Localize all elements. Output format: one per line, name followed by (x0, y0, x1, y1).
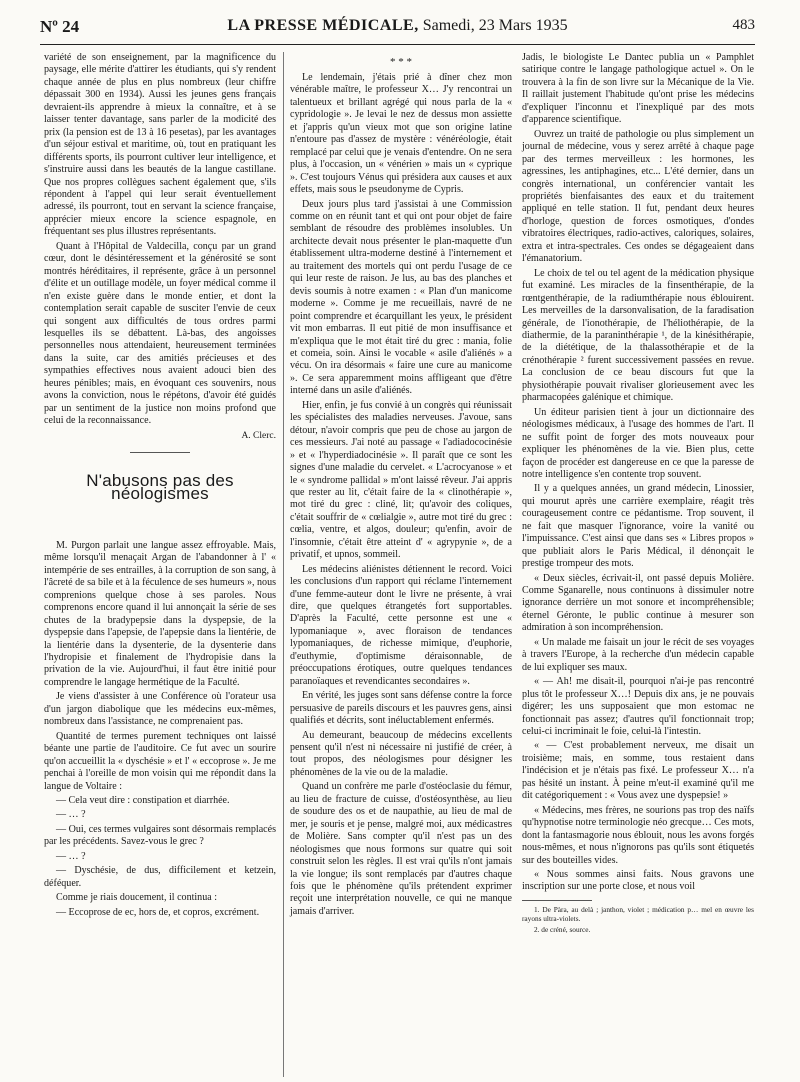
journal-name: LA PRESSE MÉDICALE, (227, 17, 419, 34)
paragraph: Au demeurant, beaucoup de médecins excellents pensent qu'il n'est ni nécessaire ni justifié de créer, à tout propos, des néologismes pour désigner les phénomènes de la vie ou de la maladie. (290, 729, 512, 778)
paragraph: Jadis, le biologiste Le Dantec publia un « Pamphlet satirique contre le langage pathologique actuel ». On le trouvera à la fin de son livre sur la Mécanique de la Vie. Il raillait justement l'habitude qu'ont prise les médecins d'expliquer l'inconnu et l'inexpliqué par des mots d'apparence scientifique. (522, 52, 754, 126)
paragraph: Un éditeur parisien tient à jour un dictionnaire des néologismes médicaux, à l'usage des hommes de l'art. Il ne suffit point de forger des mots nouveaux pour expliquer les phénomènes de la vie. Bien plus, cette façon de procéder est dangereuse en ce que la paresse de notre intelligence s'en contente trop souvent. (522, 406, 754, 480)
section-stars: * * * (390, 56, 412, 68)
paragraph: Les médecins aliénistes détiennent le record. Voici les conclusions d'un rapport qui réclame l'internement d'une femme-auteur dont le livre ne présente, à vrai dire, que quelques étrangetés fort supportables. D'après la Faculté, cette personne est une « lypomaniaque », avec floraison de tendances lypomaniaques, de richesse mimique, d'euphorie, d'euthymie, d'optimisme déraisonnable, de préoccupations érotiques, outre quelques tendances paranoïaques et revendicantes secondaires ». (290, 563, 512, 687)
paragraph: Je viens d'assister à une Conférence où l'orateur usa d'un jargon diabolique que les médecins eux-mêmes, nombreux dans l'assistance, ne comprenaient pas. (44, 691, 276, 728)
issue-number: Nº 24 (40, 17, 80, 36)
dialogue-line: — … ? (56, 850, 86, 862)
paragraph: Quantité de termes purement techniques ont laissé béante une partie de l'auditoire. Ce fut avec un sourire qu'on accueillit la « dyschésie » et l' « eccoprose ». Je me penchai à l'oreille de mon voisin qui me répondit dans la langue de Voltaire : (44, 730, 276, 792)
dialogue-line: — Cela veut dire : constipation et diarrhée. (56, 795, 230, 807)
paragraph: Comme je riais doucement, il continua : (56, 892, 217, 904)
footnote: 2. de créné, source. (534, 924, 591, 934)
paragraph: « Nous sommes ainsi faits. Nous gravons une inscription sur une porte close, et nous voil (522, 869, 754, 893)
footnote-rule (522, 900, 592, 901)
footnote: 1. De Pàra, au delà ; janthon, violet ; médication p… mel en œuvre les rayons ultra-violets. (522, 904, 754, 923)
paragraph: variété de son enseignement, par la magnificence du paysage, elle mérite d'attirer les étudiants, qui s'y rendent chaque année de plus en plus nombreux (leur chiffre dépassait 300 en 1934). Aussi les jeunes gens français devraient-ils apprendre à mieux la connaître, et à se laisser tenter davantage, sans parler de la modicité des prix (la pension est de 13 à 16 pesetas), par les avantages d'un séjour estival et maritime, où, tout en pratiquant les différents sports, ils pourront cultiver leur intelligence, et s'instruire aussi dans les beautés de la langue castillane. Que nos propres collègues sachent également que, s'ils répondent à l'appel qui leur serait éventuellement adressé, ils pourront, tout en servant la science française, apprécier mieux encore la science espagnole, en fréquentant ses plus illustres représentants. (44, 52, 276, 238)
page-number: 483 (732, 17, 755, 33)
paragraph: Hier, enfin, je fus convié à un congrès qui réunissait les spécialistes des maladies nerveuses. J'avoue, sans détour, n'avoir compris que peu de chose au jargon de ces messieurs. J'ai noté au passage « l'adiadococinésie » et « l'hyperdiadocinésie ». Il paraît que ce sont les signes d'une maladie du cervelet. « L'acrocyanose » et le « syndrome pallidal » m'ont laissé rêveur. J'ai appris que rester au lit, c'était faire de la « clinothérapie », mot tiré du grec : cliné, lit; qu'avoir des coliques, c'était souffrir de « cœlialgie », autre mot tiré du grec : cœlia, ventre, et algos, douleur; qu'enfin, avoir de l'insomnie, c'était être atteint d' « agrypynie », de a privatif, et upnos, sommeil. (290, 399, 512, 561)
paragraph: « Médecins, mes frères, ne sourions pas trop des naïfs qu'hypnotise notre terminologie néo grecque… Ces mots, dont la fantasmagorie nous éblouit, nous les avons forgés nous-mêmes, et nous n'ignorons pas qu'ils sont étiquetés sur des bouteilles vides. (522, 804, 754, 866)
paragraph: Quand un confrère me parle d'ostéoclasie du fémur, au lieu de fracture de cuisse, d'ostéosynthèse, au lieu de soudure des os et de naupathie, au lieu de mal de mer, je souris et je pense, malgré moi, aux médicastres de Molière. Sans compter qu'il n'est pas un des néologismes que nous formons sur quatre qui soit construit selon les règles. Il est vrai qu'ils n'ont jamais la vie longue; ils sont remplacés par d'autres chaque fois que le phénomène qu'ils prétendent exprimer reçoit une interprétation nouvelle, ce qui ne manque jamais d'arriver. (290, 781, 512, 917)
paragraph: Le choix de tel ou tel agent de la médication physique fut examiné. Les miracles de la finsenthérapie, de la rœntgenthérapie, de la radiumthérapie nous éblouirent. Les merveilles de la darsonvalisation, de la faradisation générale, de l'ionothérapie, de l'héliothérapie, de la diathermie, de la paraninthérapie ¹, de la kinésithérapie, de la diététique, de la thalassothérapie et de la crénothérapie ² furent successivement passées en revue. La conclusion de ce beau discours fut que la physiothérapie pouvait rivaliser glorieusement avec les pharmacopées galénique et chimique. (522, 267, 754, 404)
paragraph: En vérité, les juges sont sans défense contre la force persuasive de pareils discours et les pauvres gens, ainsi qualifiés et décrits, sont inéluctablement enfermés. (290, 690, 512, 727)
article-headline: N'abusons pas des néologismes (86, 471, 234, 503)
author-signature: A. Clerc. (241, 430, 276, 441)
paragraph: Le lendemain, j'étais prié à dîner chez mon vénérable maître, le professeur X… J'y rencontrai un talentueux et brillant agrégé qui nous parla de la « cypridologie ». Je levai le nez de dessus mon assiette et j'appris qu'un vieux mot que son origine latine n'entoure pas d'assez de mystère : vénéréologie, était remplacé par celui que je venais d'entendre. On ne sera plus, à l'occasion, un « vénérien » mais un « cyprique ». C'est toujours Vénus qui présidera aux causes et aux effets, mais sous le pseudonyme de Cypris. (290, 72, 512, 196)
paragraph: Deux jours plus tard j'assistai à une Commission comme on en réunit tant et qui ont pour objet de faire semblant de résoudre des problèmes insolubles. Un architecte devait nous présenter le plan-maquette d'un établissement ultra-moderne destiné à l'internement et au traitement des mortels qui ont perdu l'usage de ce qui leur reste de raison. Je lus, au bas des planches et devis soumis à notre examen : « Plan d'un manicome moderne ». Comme je me recueillais, navré de ne point comprendre et écarquillant les yeux, le président vit mon embarras. Il eut pitié de mon insuffisance et m'expliqua que le mot était tiré du grec : mania, folie et comeia, soin. Ainsi le vocable « asile d'aliénés » a vécu. On ira désormais « faire une cure au manicome ». Ce sera apparemment moins affligeant que d'être interné dans un asile d'aliénés. (290, 198, 512, 397)
separator (130, 452, 190, 453)
paragraph: Il y a quelques années, un grand médecin, Linossier, qui mourut après une carrière exemplaire, réagit très courageusement contre ce pédantisme. Trop souvent, il ne fait que masquer l'ignorance, voire la vanité ou l'impuissance. C'est ainsi que dans ses « Libres propos » que publiait alors le Paris Médical, il dénonçait le prestige trompeur des mots. (522, 483, 754, 570)
paragraph: « — C'est probablement nerveux, me disait un troisième; mais, en somme, tous restaient dans l'indécision et je n'étais pas fixé. Le professeur X… n'a pas hésité un instant. À peine m'eut-il examiné qu'il me dit catégoriquement : « Vous avez une dyspepsie! » (522, 740, 754, 802)
paragraph: Ouvrez un traité de pathologie ou plus simplement un journal de médecine, vous y serez arrêté à chaque page par des termes merveilleux : les hormones, les agressines, les antiphagines, etc... L'été dernier, dans un congrès international, un conférencier vantait les propriétés bienfaisantes des eaux et du traitement appliqué en telle station. Il fut, pendant deux heures d'horloge, question de forces osmotiques, d'ondes vibratoires électriques, radio-actives, caloriques, solaires, extra et intra-spectrales. Ces ondes se dégageaient dans l'émanatorium. (522, 128, 754, 265)
column-1 (44, 52, 276, 921)
column-2 (290, 52, 512, 920)
dialogue-line: — Eccoprose de ec, hors de, et copros, excrément. (56, 906, 260, 918)
issue-date: Samedi, 23 Mars 1935 (422, 17, 568, 34)
paragraph: « Deux siècles, écrivait-il, ont passé depuis Molière. Comme Sganarelle, nous continuons à dissimuler notre ignorance derrière un mot sonore et incompréhensible; éternel Géronte, le public continue à mesurer son admiration à son incompréhension. (522, 572, 754, 634)
column-3 (522, 52, 754, 936)
paragraph: Quant à l'Hôpital de Valdecilla, conçu par un grand cœur, dont le désintéressement et la générosité se sont montrés héréditaires, il représente, grâce à un personnel d'élite et un outillage modèle, un foyer médical comme il n'en existe guère dans le monde entier, et dont la contemplation serait capable de susciter l'envie de ceux qui songent aux difficultés de tous ordres parmi lesquelles ils se débattent. Là-bas, des angoisses personnelles nous attendaient, heureusement terminées dans la suite, car des amitiés précieuses et des sympathies effectives nous avaient adouci bien des heures pénibles; mais, en évoquant ces souvenirs, nous avons la conviction, nous le répétons, d'avoir été guidés par un sentiment de la justice non moins profond que celui de la reconnaissance. (44, 240, 276, 427)
page-header (40, 17, 755, 47)
paragraph: « Un malade me faisait un jour le récit de ses voyages à travers l'Europe, à la recherche d'un médecin capable de lui expliquer ses maux. (522, 636, 754, 673)
column-divider-1 (283, 52, 284, 1077)
dialogue-line: — Dyschésie, de dus, difficilement et ketzein, déféquer. (44, 865, 276, 889)
running-title (40, 17, 755, 35)
header-rule (40, 44, 755, 45)
paragraph: M. Purgon parlait une langue assez effroyable. Mais, même lorsqu'il menaçait Argan de l'abandonner à l' « intempérie de ses entrailles, à la corruption de son sang, à l'âcreté de sa bile et à la féculence de ses humeurs », nous comprenions quelque chose à ses paroles. Nous comprenons encore quand il lui annonçait la série de ses chutes de la bradypepsie dans la dyspepsie, de la dyspepsie dans l'apepsie, de l'apepsie dans la lientérie, de la lientérie dans la dysenterie, de la dysenterie dans l'hydropisie et finalement de l'hydropisie dans la privation de la vie. Aujourd'hui, il faut être initié pour comprendre le langage hermétique de la Faculté. (44, 539, 276, 688)
dialogue-line: — … ? (56, 809, 86, 821)
paragraph: « — Ah! me disait-il, pourquoi n'ai-je pas rencontré plus tôt le professeur X…! Depuis dix ans, je ne pouvais digérer; les uns supposaient que mon estomac ne fonctionnait pas assez; d'autres qu'il fonctionnait trop; celui-ci incriminait le foie, celui-là l'intestin. (522, 676, 754, 738)
dialogue-line: — Oui, ces termes vulgaires sont désormais remplacés par les précédents. Savez-vous le grec ? (44, 823, 276, 848)
